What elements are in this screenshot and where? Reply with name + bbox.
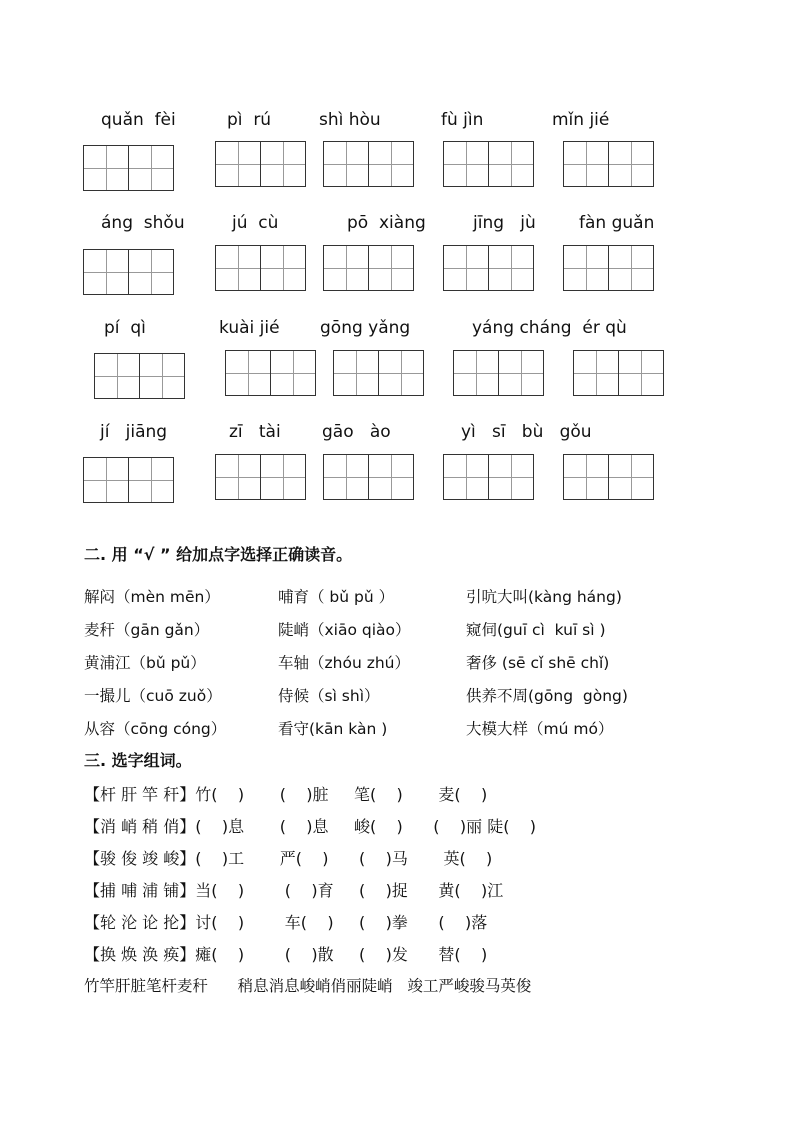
writing-grid[interactable]	[443, 454, 534, 500]
reading-item[interactable]: 侍候（sì shì）	[278, 687, 380, 705]
pinyin-label: fù jìn	[441, 110, 484, 130]
writing-grid[interactable]	[83, 249, 174, 295]
writing-grid[interactable]	[83, 145, 174, 191]
reading-item[interactable]: 供养不周(gōng gòng)	[466, 687, 628, 705]
section-3-title: 三. 选字组词。	[84, 751, 192, 770]
pinyin-label: quǎn fèi	[101, 110, 176, 130]
writing-grid[interactable]	[573, 350, 664, 396]
word-choice-row[interactable]: 【轮 沦 论 抡】讨( ) 车( ) ( )拳 ( )落	[84, 913, 488, 932]
word-choice-row[interactable]: 【捕 哺 浦 铺】当( ) ( )育 ( )捉 黄( )江	[84, 881, 504, 900]
writing-grid[interactable]	[323, 245, 414, 291]
pinyin-label: yáng cháng ér qù	[472, 318, 627, 338]
reading-item[interactable]: 窥伺(guī cì kuī sì )	[466, 621, 606, 639]
reading-item[interactable]: 解闷（mèn mēn）	[84, 588, 220, 606]
reading-item[interactable]: 引吭大叫(kàng háng)	[466, 588, 622, 606]
word-choice-row[interactable]: 【杆 肝 竿 秆】竹( ) ( )脏 笔( ) 麦( )	[84, 785, 488, 804]
writing-grid[interactable]	[453, 350, 544, 396]
writing-grid[interactable]	[443, 141, 534, 187]
reading-item[interactable]: 陡峭（xiāo qiào）	[278, 621, 411, 639]
pinyin-label: jīng jù	[473, 213, 536, 233]
pinyin-label: pō xiàng	[347, 213, 426, 233]
writing-grid[interactable]	[443, 245, 534, 291]
reading-item[interactable]: 从容（cōng cóng）	[84, 720, 227, 738]
pinyin-label: pì rú	[227, 110, 272, 130]
writing-grid[interactable]	[323, 454, 414, 500]
writing-grid[interactable]	[563, 141, 654, 187]
pinyin-label: jú cù	[232, 213, 279, 233]
pinyin-label: jí jiāng	[100, 422, 168, 442]
reading-item[interactable]: 哺育（ bǔ pǔ ）	[278, 588, 395, 606]
pinyin-label: gāo ào	[322, 422, 391, 442]
pinyin-label: zī tài	[229, 422, 281, 442]
reading-item[interactable]: 看守(kān kàn )	[278, 720, 388, 738]
writing-grid[interactable]	[215, 141, 306, 187]
writing-grid[interactable]	[323, 141, 414, 187]
reading-item[interactable]: 黄浦江（bǔ pǔ）	[84, 654, 206, 672]
pinyin-label: áng shǒu	[101, 213, 185, 233]
pinyin-label: pí qì	[104, 318, 146, 338]
pinyin-label: gōng yǎng	[320, 318, 411, 338]
word-choice-row[interactable]: 【换 焕 涣 痪】瘫( ) ( )散 ( )发 替( )	[84, 945, 488, 964]
writing-grid[interactable]	[215, 245, 306, 291]
writing-grid[interactable]	[225, 350, 316, 396]
reading-item[interactable]: 麦秆（gān gǎn）	[84, 621, 210, 639]
reading-item[interactable]: 一撮儿（cuō zuǒ）	[84, 687, 222, 705]
writing-grid[interactable]	[563, 245, 654, 291]
pinyin-label: shì hòu	[319, 110, 381, 130]
word-choice-row[interactable]: 【消 峭 稍 俏】( )息 ( )息 峻( ) ( )丽 陡( )	[84, 817, 537, 836]
word-choice-row[interactable]: 【骏 俊 竣 峻】( )工 严( ) ( )马 英( )	[84, 849, 493, 868]
section-2-title: 二. 用 “√ ” 给加点字选择正确读音。	[84, 545, 353, 564]
reading-item[interactable]: 车轴（zhóu zhú）	[278, 654, 410, 672]
pinyin-label: fàn guǎn	[579, 213, 655, 233]
pinyin-label: yì sī bù gǒu	[461, 422, 592, 442]
reading-item[interactable]: 大模大样（mú mó）	[466, 720, 614, 738]
pinyin-label: mǐn jié	[552, 110, 610, 130]
reading-item[interactable]: 奢侈 (sē cǐ shē chǐ)	[466, 654, 610, 672]
writing-grid[interactable]	[83, 457, 174, 503]
writing-grid[interactable]	[94, 353, 185, 399]
writing-grid[interactable]	[563, 454, 654, 500]
writing-grid[interactable]	[333, 350, 424, 396]
answer-line: 竹竿肝脏笔杆麦秆 稍息消息峻峭俏丽陡峭 竣工严峻骏马英俊	[84, 977, 532, 995]
pinyin-label: kuài jié	[219, 318, 280, 338]
writing-grid[interactable]	[215, 454, 306, 500]
